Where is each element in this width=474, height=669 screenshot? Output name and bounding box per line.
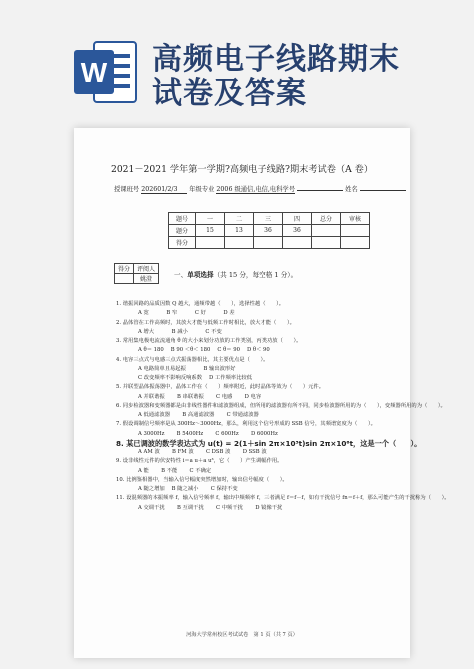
- question-item: 1. 谐振回路的品质因数 Q 越大，通频带越（ ），选择性越（ ）。: [116, 301, 285, 307]
- score-cell: 总分: [312, 213, 341, 225]
- question-options: A 交调干扰 B 互调干扰 C 中频干扰 D 镜像干扰: [138, 504, 283, 511]
- question-item: 11. 设混频器的本振频率 f，输入信号频率 f，输出中频频率 f，三者满足 f＝f－f，如有干扰信号 fn＝f＋f，那么可能产生的干扰称为（ ）。: [116, 495, 450, 502]
- grader-score-blank: [115, 274, 134, 284]
- grader-score-label: 得分: [115, 264, 134, 274]
- score-row: [169, 237, 370, 249]
- score-row-label: 题号: [169, 213, 196, 225]
- page-title-line-2: 试卷及答案: [152, 76, 307, 111]
- name-blank: [360, 190, 406, 191]
- grader-table: [114, 263, 159, 284]
- class-prefix: 授课班号: [114, 186, 140, 193]
- grader-reviewer-label: 评阅人: [134, 264, 159, 274]
- question-item: 8. 某已调波的数学表达式为 u(t) = 2(1＋sin 2π×10³t)sin 2π×10⁶t，这是一个（ ）。: [116, 438, 422, 448]
- question-options: C 改变频率不影响反响系数 D 工作频率比较低: [138, 375, 252, 381]
- score-row-label: 题分: [169, 225, 196, 237]
- exam-paper: [74, 128, 450, 658]
- page-footer: 河海大学常州校区考试试卷 第 1 页（共 7 页）: [186, 632, 298, 638]
- score-cell: [312, 237, 341, 249]
- question-options: A AM 波 B FM 波 C DSB 波 D SSB 波: [138, 449, 267, 455]
- header: [0, 0, 474, 110]
- class-info-line: [114, 184, 406, 194]
- question-options: A 增大 B 减小 C 不变: [138, 328, 222, 335]
- score-row: [169, 225, 370, 237]
- score-cell: [196, 237, 225, 249]
- score-cell: 36: [254, 225, 283, 237]
- name-label: 姓名: [345, 186, 358, 193]
- section-note: （共 15 分，每空格 1 分）。: [213, 271, 298, 279]
- question-options: A 电路简单且易起振 B 输出波形好: [138, 365, 236, 372]
- score-cell: [254, 237, 283, 249]
- score-cell: 36: [283, 225, 312, 237]
- question-item: 10. 比例鉴相器中，当输入信号幅度突然增加时，输出信号幅度（ ）。: [116, 476, 288, 483]
- question-item: 7. 假设调制信号频率是从 300Hz～3000Hz，那么，利用这个信号形成的 SSB 信号，其频谱宽度为（ ）。: [116, 421, 376, 428]
- score-cell: [341, 237, 370, 249]
- score-cell: 二: [225, 213, 254, 225]
- score-cell: 13: [225, 225, 254, 237]
- question-options: A 低通滤波器 B 高通滤波器 C 带通滤波器: [138, 412, 259, 418]
- score-cell: 三: [254, 213, 283, 225]
- section-number: 一、: [174, 271, 188, 279]
- class-number: 202601/2/3: [141, 186, 187, 194]
- section-title: 单项选择: [187, 271, 214, 279]
- exam-title: 2021－2021 学年第一学期?高频电子线路?期末考试卷（A 卷）: [110, 164, 374, 175]
- score-cell: [283, 237, 312, 249]
- score-row-label: 得分: [169, 237, 196, 249]
- page-title-line-1: 高频电子线路期末: [152, 42, 400, 77]
- section-heading: [174, 269, 297, 279]
- score-cell: 审核: [341, 213, 370, 225]
- question-item: 9. 设非线性元件的伏安特性 i＝a u＋a u³，它（ ）产生调幅作用。: [116, 458, 283, 465]
- question-options: A θ＝ 180 B 90 ＜θ＜ 180 C θ＝ 90 D θ＜ 90: [138, 347, 270, 354]
- grader-name: 姚澄: [134, 274, 159, 284]
- question-item: 3. 常用集电极电流流通角 θ 的大小来划分功放的工作类别，丙类功放（ ）。: [116, 338, 302, 344]
- question-item: 6. 同步检波器和变频器都是由非线性器件和滤波器组成，但所用的滤波器有所不同，同步检波器所用的为（ ），变频器所用的为（ ）。: [116, 402, 446, 409]
- score-cell: 15: [196, 225, 225, 237]
- question-item: 5. 并联型晶体振荡器中，晶体工作在（ ）频率附近，此时晶体等效为（ ）元件。: [116, 384, 325, 391]
- word-document-icon: [72, 38, 140, 106]
- score-table: [168, 212, 370, 249]
- score-cell: 四: [283, 213, 312, 225]
- score-cell: [225, 237, 254, 249]
- grade-label: 年级专业: [189, 186, 215, 193]
- question-options: A 随之增加 B 随之减小 C 保持不变: [138, 486, 238, 492]
- question-item: 2. 晶体管在工作高频时，其放大才能与低频工作时相比，放大才能（ ）。: [116, 319, 295, 326]
- question-options: A 能 B 不能 C 不确定: [138, 467, 212, 474]
- question-options: A 3000Hz B 5400Hz C 600Hz D 6000Hz: [138, 430, 278, 437]
- logo-letter: W: [80, 57, 108, 88]
- score-cell: [341, 225, 370, 237]
- question-options: A 并联谐振 B 串联谐振 C 电感 D 电容: [138, 393, 262, 400]
- score-cell: [312, 225, 341, 237]
- score-row: [169, 213, 370, 225]
- question-list: [116, 300, 450, 513]
- question-item: 4. 电容三点式与电感三点式振荡器相比，其主要优点是（ ）。: [116, 356, 269, 363]
- student-id-blank: [297, 190, 343, 191]
- major-value: 2006 级通信,电信,电科学号: [216, 186, 296, 193]
- question-options: A 宽 B 窄 C 好 D 差: [138, 310, 235, 317]
- score-cell: 一: [196, 213, 225, 225]
